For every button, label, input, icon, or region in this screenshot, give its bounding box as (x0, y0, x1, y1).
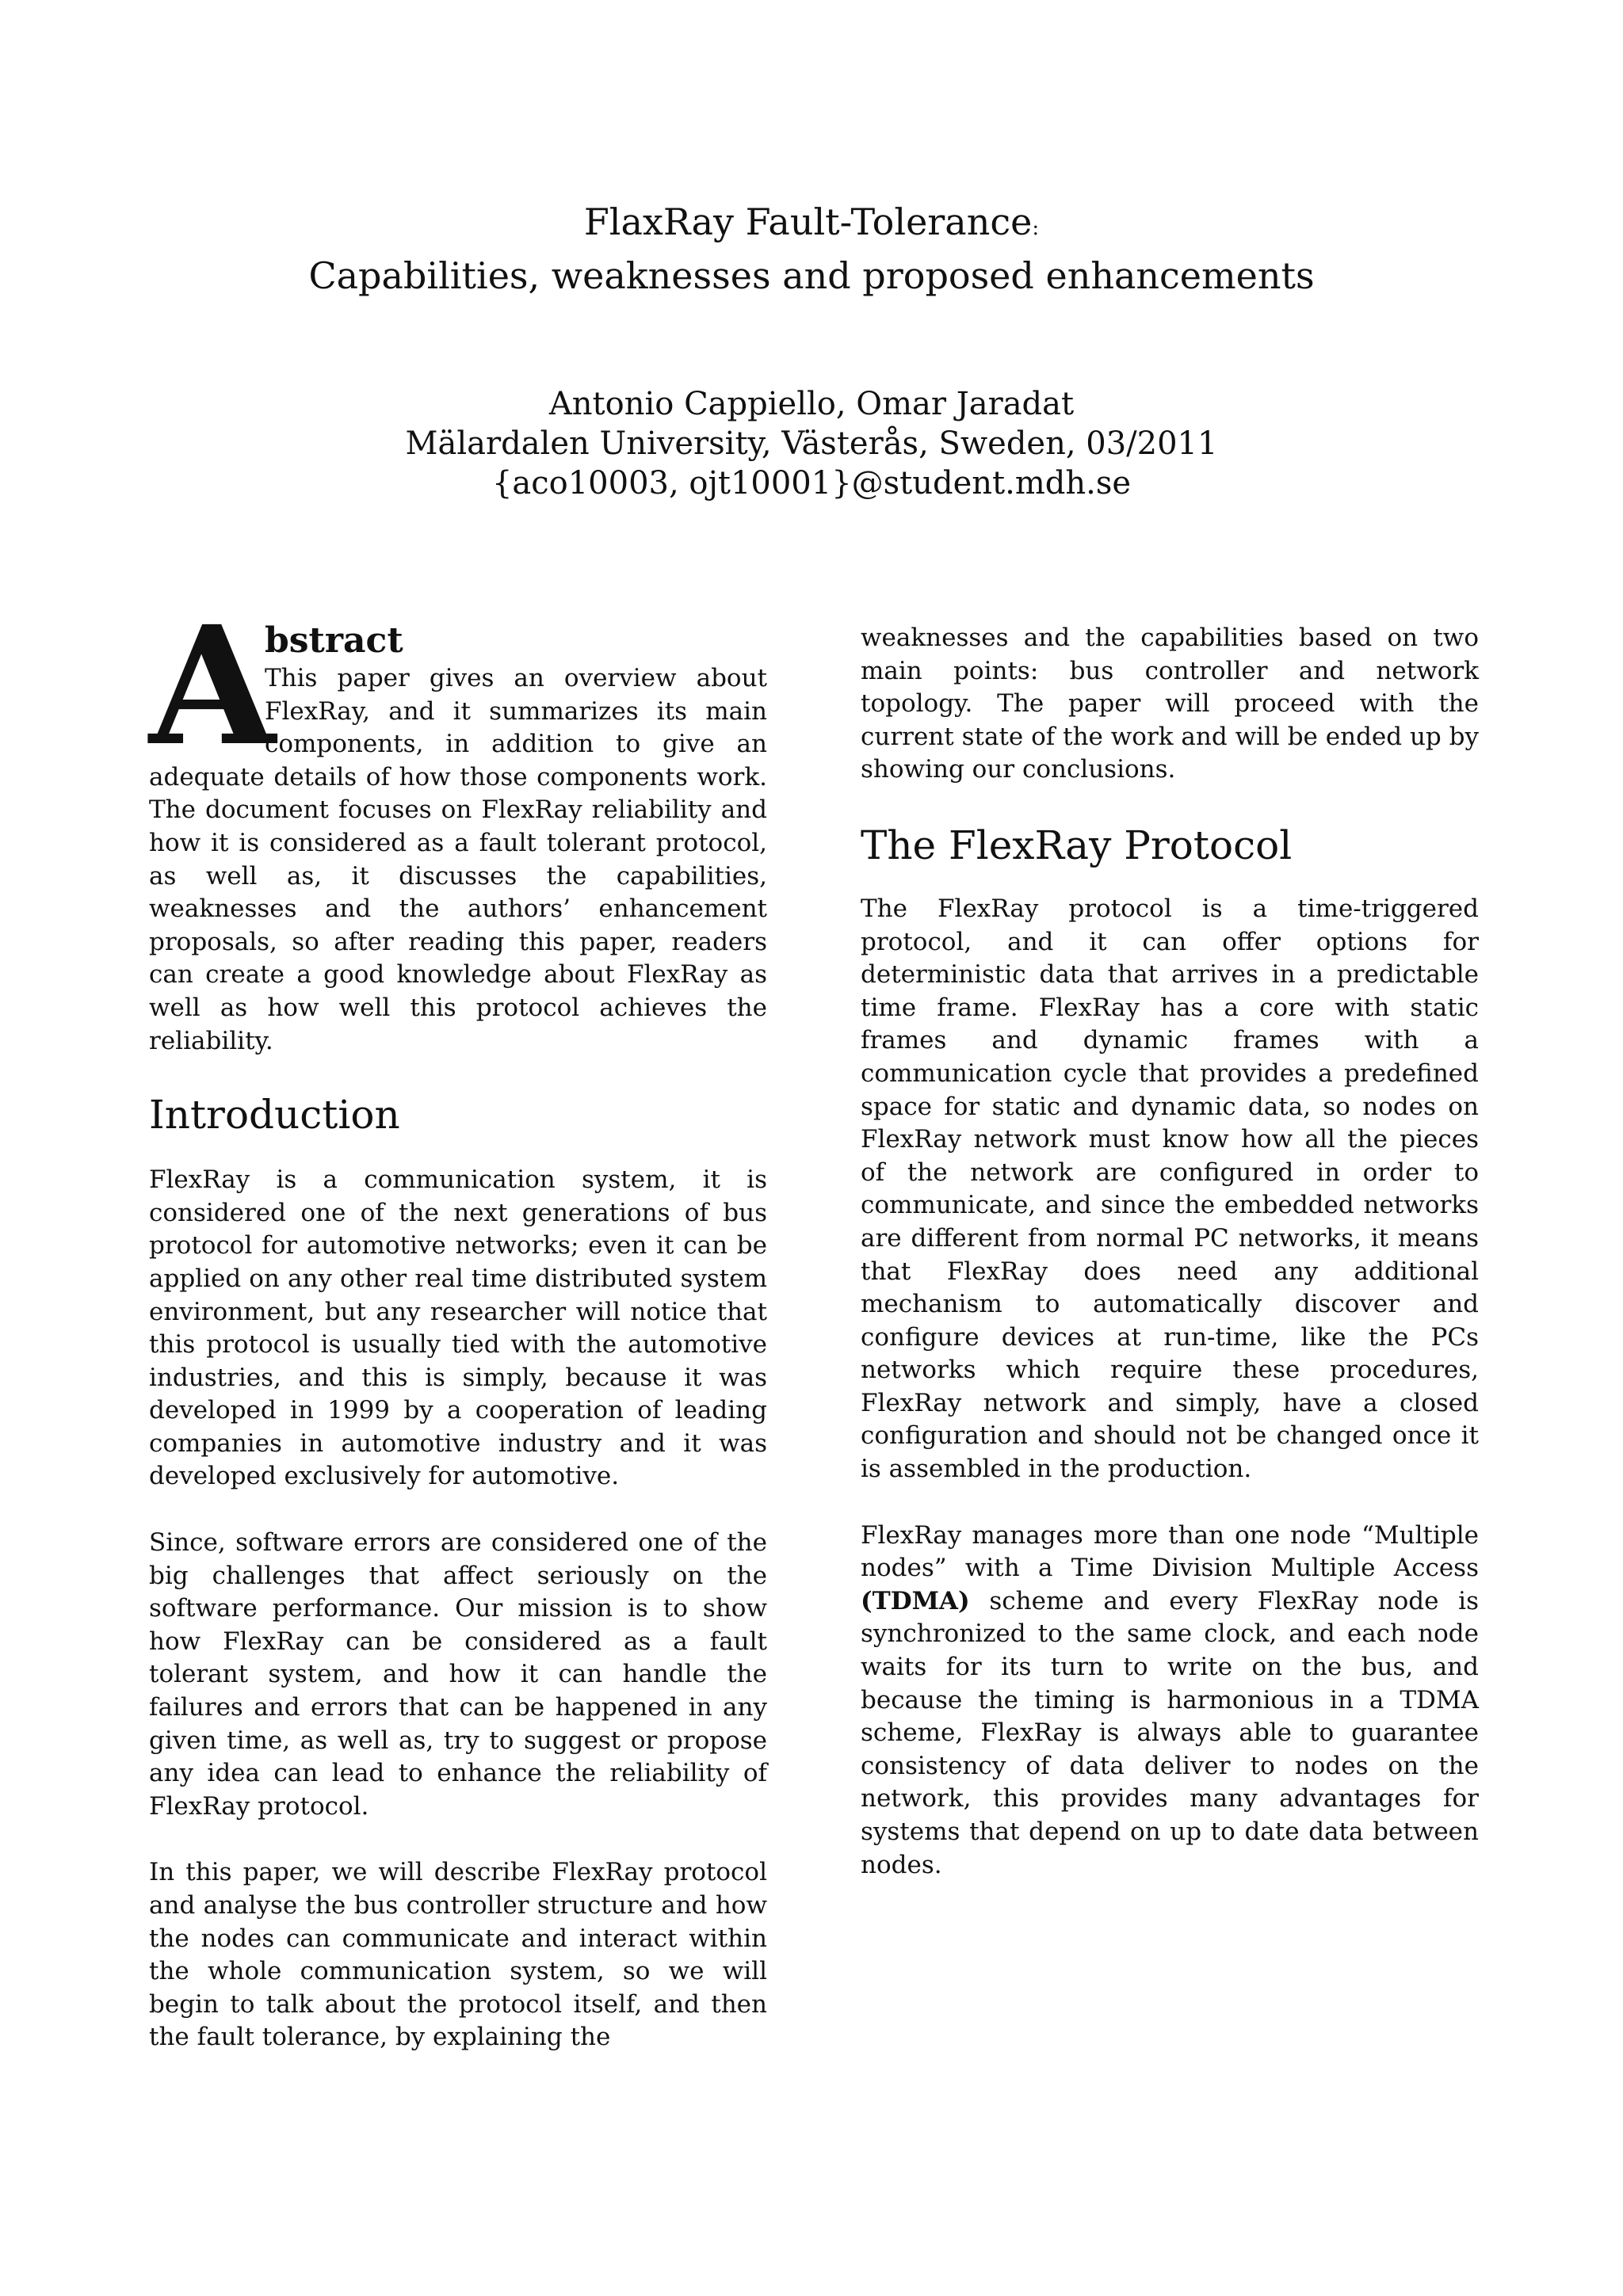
title-line-2: Capabilities, weaknesses and proposed enhancements (308, 254, 1315, 297)
tdma-term: (TDMA) (861, 1586, 970, 1615)
abstract-section (149, 590, 767, 1058)
protocol-heading: The FlexRay Protocol (861, 822, 1293, 868)
abstract-text: This paper gives an overview about FlexRay, and it summarizes its main components, in addition to give an adequate details of how those components work. The document focuses on FlexRay reliability and how it is considered as a fault tolerant protocol, as well as, it discusses the capabilities, weaknesses and the authors’ enhancement proposals, so after reading this paper, readers can create a good knowledge about FlexRay as well as how well this protocol achieves the reliability. (149, 664, 767, 1055)
author-block (0, 384, 1623, 503)
title-line-1 (0, 198, 1623, 252)
protocol-paragraph-1: The FlexRay protocol is a time-triggered protocol, and it can offer options for deterministic data that arrives in a predictable time frame. FlexRay has a core with static frames and dynamic frames with a communication cycle that provides a predefined space for static and dynamic data, so nodes on FlexRay network must know how all the pieces of the network are configured in order to communicate, and since the embedded networks are different from normal PC networks, it means that FlexRay does need any additional mechanism to automatically discover and configure devices at run-time, like the PCs networks which require these procedures, FlexRay network and simply, have a closed configuration and should not be changed once it is assembled in the production. (861, 894, 1479, 1484)
abstract-heading: bstract (265, 620, 403, 661)
author-affiliation: Mälardalen University, Västerås, Sweden, 03/2011 (405, 425, 1218, 462)
author-emails: {aco10003, ojt10001}@student.mdh.se (491, 465, 1132, 502)
protocol-paragraph-2 (861, 1520, 1479, 1882)
title-colon: : (1032, 216, 1040, 240)
continuation-paragraph: weaknesses and the capabilities based on two main points: bus controller and network topology. The paper will proceed with the current state of the work and will be ended up by showing our conclusions. (861, 624, 1479, 784)
protocol-p2-end: scheme and every FlexRay node is synchronized to the same clock, and each node waits for its turn to write on the bus, and because the timing is harmonious in a TDMA scheme, FlexRay is always able to guarantee consistency of data deliver to nodes on the network, this provides many advantages for systems that depend on up to date data between nodes. (861, 1586, 1479, 1879)
author-names: Antonio Cappiello, Omar Jaradat (548, 386, 1075, 422)
protocol-p2-start: FlexRay manages more than one node “Multiple nodes” with a Time Division Multiple Access (861, 1520, 1479, 1583)
right-column (861, 622, 1479, 1882)
paper-title (0, 198, 1623, 299)
abstract-dropcap: A (149, 590, 276, 782)
introduction-paragraph-1: FlexRay is a communication system, it is considered one of the next generations of bus protocol for automotive networks; even it can be applied on any other real time distributed system environment, but any researcher will notice that this protocol is usually tied with the automotive industries, and this is simply, because it was developed in 1999 by a cooperation of leading companies in automotive industry and it was developed exclusively for automotive. (149, 1165, 767, 1491)
title-main: FlaxRay Fault-Tolerance (583, 200, 1033, 243)
left-column (149, 590, 767, 2054)
introduction-paragraph-3: In this paper, we will describe FlexRay protocol and analyse the bus controller structure and how the nodes can communicate and interact within the whole communication system, so we will begin to talk about the protocol itself, and then the fault tolerance, by explaining the (149, 1858, 767, 2052)
introduction-heading: Introduction (149, 1092, 400, 1138)
introduction-paragraph-2: Since, software errors are considered one of the big challenges that affect seriously on the software performance. Our mission is to show how FlexRay can be considered as a fault tolerant system, and how it can handle the failures and errors that can be happened in any given time, as well as, try to suggest or propose any idea can lead to enhance the reliability of FlexRay protocol. (149, 1528, 767, 1821)
